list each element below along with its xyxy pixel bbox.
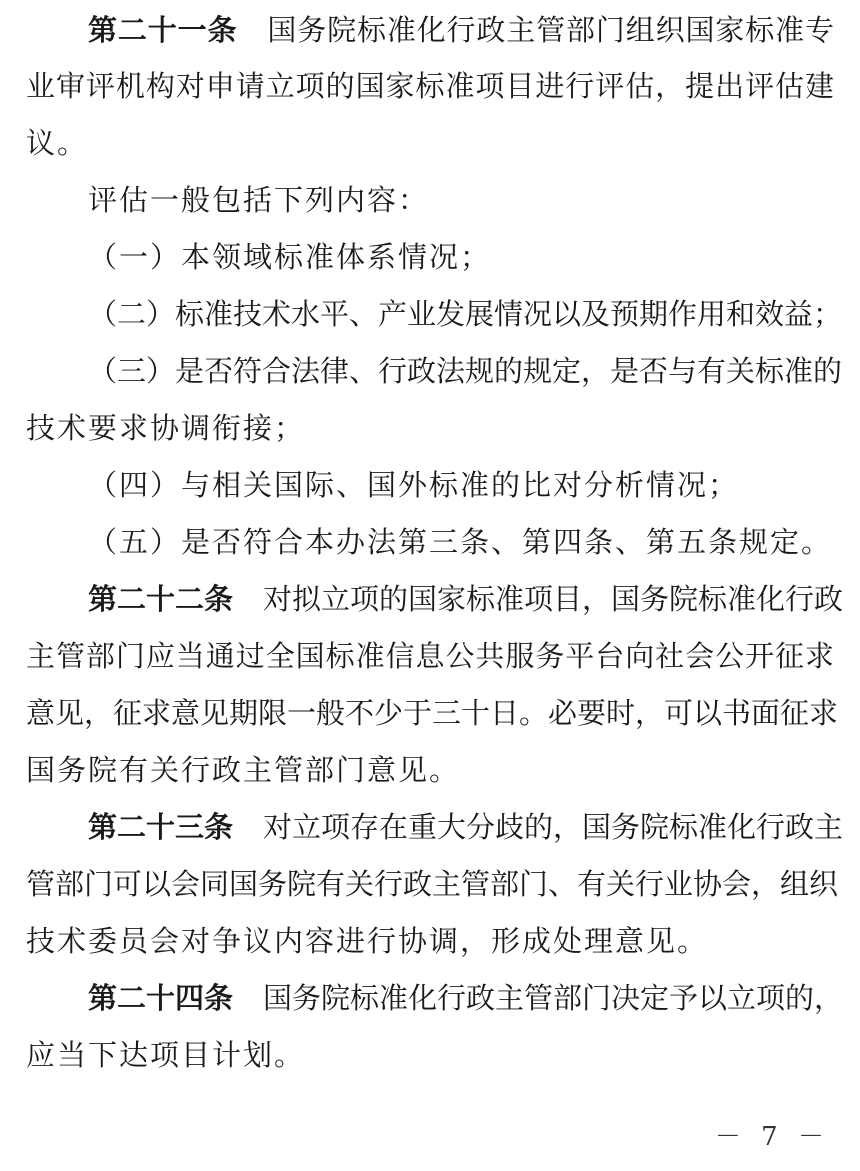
evaluation-item-4: （四）与相关国际、国外标准的比对分析情况；	[88, 468, 740, 502]
article-23-line-2: 管部门可以会同国务院有关行政主管部门、有关行业协会，组织	[26, 867, 839, 901]
article-24-heading: 第二十四条	[88, 981, 234, 1015]
article-22-line-1: 第二十二条 对拟立项的国家标准项目，国务院标准化行政	[88, 582, 844, 616]
evaluation-item-1: （一）本领域标准体系情况；	[88, 240, 492, 274]
article-24-line-1: 第二十四条 国务院标准化行政主管部门决定予以立项的，	[88, 981, 844, 1015]
article-21-line-2: 业审评机构对申请立项的国家标准项目进行评估，提出评估建	[26, 69, 834, 103]
article-22-line-3: 意见，征求意见期限一般不少于三十日。必要时，可以书面征求	[26, 696, 839, 730]
evaluation-intro: 评估一般包括下列内容：	[88, 183, 430, 217]
article-23-line-3: 技术委员会对争议内容进行协调，形成处理意见。	[26, 924, 709, 958]
evaluation-item-3-line-2: 技术要求协调衔接；	[26, 411, 306, 445]
evaluation-item-3-line-1: （三）是否符合法律、行政法规的规定，是否与有关标准的	[88, 354, 843, 388]
article-23-line-1: 第二十三条 对立项存在重大分歧的，国务院标准化行政主	[88, 810, 844, 844]
evaluation-item-2: （二）标准技术水平、产业发展情况以及预期作用和效益；	[88, 297, 843, 331]
article-21-line-1: 第二十一条 国务院标准化行政主管部门组织国家标准专	[88, 13, 834, 47]
page-number: － 7 －	[714, 1122, 830, 1152]
article-24-line-2: 应当下达项目计划。	[26, 1038, 306, 1072]
article-21-heading: 第二十一条	[88, 13, 238, 47]
article-23-heading: 第二十三条	[88, 810, 234, 844]
evaluation-item-5: （五）是否符合本办法第三条、第四条、第五条规定。	[88, 525, 833, 559]
article-21-line-3: 议。	[26, 126, 89, 160]
article-22-line-2: 主管部门应当通过全国标准信息公共服务平台向社会公开征求	[26, 639, 834, 673]
article-22-heading: 第二十二条	[88, 582, 234, 616]
article-22-line-4: 国务院有关行政主管部门意见。	[26, 753, 461, 787]
